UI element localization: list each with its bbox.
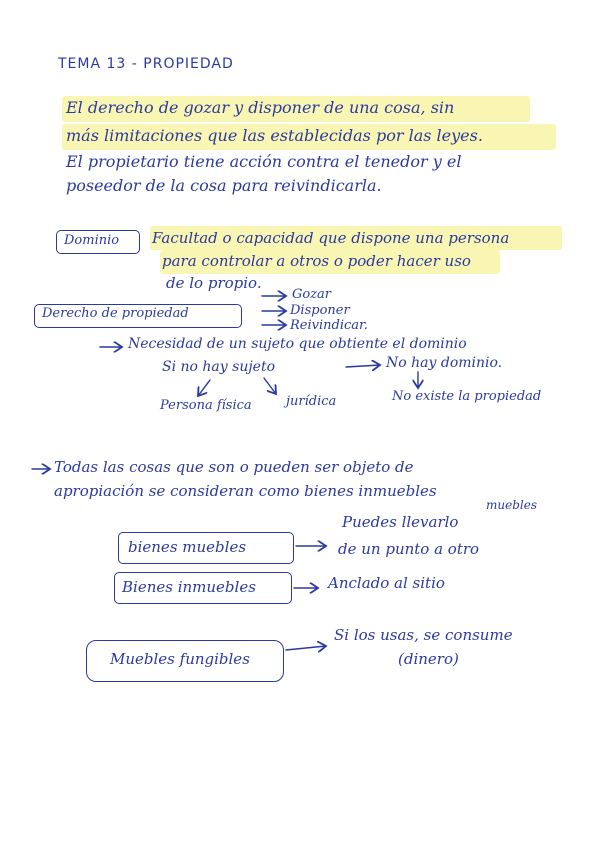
bienes-muebles-desc-1: Puedes llevarlo (342, 513, 459, 531)
bienes-inmuebles-label: Bienes inmuebles (122, 578, 256, 596)
necesidad-line-1: Necesidad de un sujeto que obtiente el dominio (128, 336, 467, 352)
todas-cosas-line-1: Todas las cosas que son o pueden ser objeto de (54, 458, 414, 476)
muebles-note: muebles (486, 498, 537, 512)
arrow-no-dominio-icon (346, 365, 380, 367)
persona-juridica: jurídica (286, 394, 337, 409)
persona-fisica: Persona física (160, 398, 252, 413)
necesidad-line-2a: Si no hay sujeto (162, 359, 276, 375)
bienes-muebles-label: bienes muebles (128, 538, 247, 556)
muebles-fungibles-label: Muebles fungibles (110, 650, 250, 668)
todas-cosas-line-2: apropiación se consideran como bienes inmuebles (54, 482, 437, 500)
dominio-label: Dominio (64, 233, 120, 248)
no-existe-propiedad: No existe la propiedad (392, 389, 542, 404)
derecho-item-reivindicar: Reivindicar. (290, 318, 368, 333)
dominio-text-1: Facultad o capacidad que dispone una persona (152, 229, 510, 247)
bienes-inmuebles-desc: Anclado al sitio (328, 574, 445, 592)
definition-line-4: poseedor de la cosa para reivindicarla. (66, 176, 382, 195)
page-title: TEMA 13 - PROPIEDAD (58, 56, 234, 72)
derecho-propiedad-label: Derecho de propiedad (42, 306, 189, 321)
dominio-text-2: para controlar a otros o poder hacer uso (162, 252, 471, 270)
definition-line-3: El propietario tiene acción contra el tenedor y el (66, 152, 462, 171)
bienes-muebles-desc-2: de un punto a otro (338, 540, 480, 558)
derecho-item-disponer: Disponer (290, 303, 350, 318)
dominio-text-3: de lo propio. (166, 274, 262, 292)
muebles-fungibles-desc-1: Si los usas, se consume (334, 626, 513, 644)
arrow-juridica-icon (264, 378, 276, 394)
muebles-fungibles-desc-2: (dinero) (398, 650, 459, 668)
arrow-persona-fisica-icon (198, 380, 210, 396)
derecho-item-gozar: Gozar (292, 287, 332, 302)
arrow-muebles-fungibles-icon (286, 646, 326, 650)
definition-line-1: El derecho de gozar y disponer de una cosa, sin (66, 98, 455, 117)
definition-line-2: más limitaciones que las establecidas por las leyes. (66, 126, 483, 145)
necesidad-line-2b: No hay dominio. (386, 355, 503, 371)
